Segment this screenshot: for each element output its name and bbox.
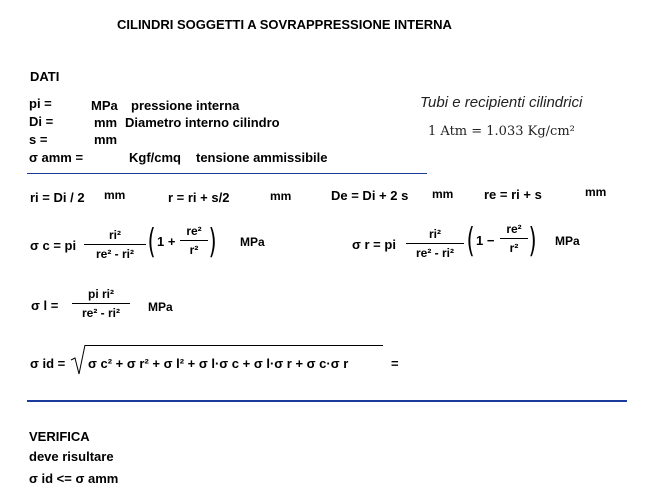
input-samm-unit: Kgf/cmq	[129, 150, 181, 165]
formula-de-unit: mm	[432, 187, 454, 201]
formula-sigma-r-inner-denominator: r²	[509, 241, 519, 255]
paren-close: )	[528, 221, 537, 261]
formula-sigma-c-inner-fraction	[180, 224, 208, 257]
formula-sigma-id-end: =	[391, 356, 399, 371]
page-title: CILINDRI SOGGETTI A SOVRAPPRESSIONE INTERNA	[117, 17, 452, 32]
input-di-description: Diametro interno cilindro	[125, 115, 280, 130]
side-subtitle: Tubi e recipienti cilindrici	[420, 94, 583, 111]
conversion-note: 1 Atm = 1.033 Kg/cm²	[428, 124, 575, 139]
formula-de: De = Di + 2 s	[331, 188, 409, 203]
formula-sigma-l-numerator: pi ri²	[88, 287, 114, 301]
formula-sigma-c-unit: MPa	[240, 235, 265, 249]
paren-close: )	[208, 222, 217, 262]
verifica-condition: σ id <= σ amm	[29, 471, 119, 486]
verifica-heading: VERIFICA	[29, 429, 90, 444]
formula-sigma-r-fraction	[406, 227, 464, 260]
formula-re-unit: mm	[585, 185, 607, 199]
formula-r-unit: mm	[270, 189, 292, 203]
paren-open: (	[147, 222, 156, 262]
formula-sigma-c-denominator: re² - ri²	[95, 247, 134, 261]
formula-sigma-r-inner-numerator: re²	[506, 222, 522, 236]
input-samm-symbol: σ amm =	[29, 150, 84, 165]
formula-sigma-r-denominator: re² - ri²	[415, 246, 454, 260]
formula-sigma-r-numerator: ri²	[429, 227, 441, 241]
input-samm-description: tensione ammissibile	[196, 150, 328, 165]
formula-ri: ri = Di / 2	[30, 190, 85, 205]
formula-sigma-l-lhs: σ l =	[31, 298, 59, 313]
formula-sigma-r-lhs: σ r = pi	[352, 237, 396, 252]
formula-sigma-c-fraction	[84, 228, 146, 261]
formula-sigma-r-op: 1 −	[476, 233, 495, 248]
input-pi-symbol: pi =	[29, 96, 52, 111]
formula-sigma-id-expr: σ c² + σ r² + σ l² + σ l·σ c + σ l·σ r + σ c·σ r	[88, 356, 349, 371]
formula-sigma-c-numerator: ri²	[109, 228, 121, 242]
input-di-symbol: Di =	[29, 114, 54, 129]
divider-bottom	[27, 400, 627, 402]
formula-sigma-l-denominator: re² - ri²	[81, 306, 120, 320]
paren-open: (	[466, 221, 475, 261]
formula-sigma-r-unit: MPa	[555, 234, 580, 248]
formula-re: re = ri + s	[484, 187, 542, 202]
formula-sigma-l-fraction	[72, 287, 130, 320]
formula-sigma-id-lhs: σ id =	[30, 356, 66, 371]
dati-heading: DATI	[30, 69, 60, 84]
divider-top	[27, 173, 427, 174]
formula-sigma-l-unit: MPa	[148, 300, 173, 314]
formula-sigma-c-lhs: σ c = pi	[30, 238, 77, 253]
input-di-unit: mm	[94, 115, 118, 130]
formula-sigma-r-inner-fraction	[500, 222, 528, 255]
verifica-line1: deve risultare	[29, 449, 114, 464]
formula-sigma-c-inner-numerator: re²	[186, 224, 202, 238]
input-s-unit: mm	[94, 132, 118, 147]
input-pi-description: pressione interna	[131, 98, 240, 113]
sqrt-overline	[85, 345, 383, 346]
input-pi-unit: MPa	[91, 98, 118, 113]
sqrt-sign-icon	[70, 344, 86, 376]
formula-sigma-c-op: 1 +	[157, 234, 176, 249]
formula-r: r = ri + s/2	[168, 190, 230, 205]
input-s-symbol: s =	[29, 132, 48, 147]
formula-sigma-c-inner-denominator: r²	[189, 243, 199, 257]
formula-ri-unit: mm	[104, 188, 126, 202]
